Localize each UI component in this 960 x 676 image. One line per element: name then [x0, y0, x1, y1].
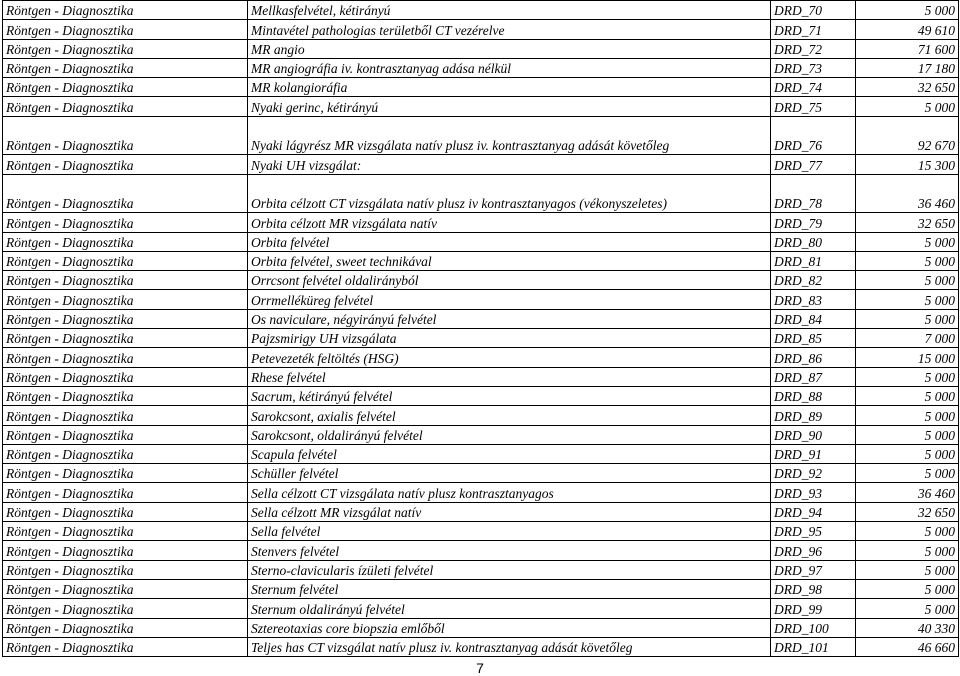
table-row [3, 618, 959, 637]
table-row [3, 58, 959, 77]
price-cell: 5 000 [856, 464, 959, 483]
price-cell: 5 000 [856, 97, 959, 116]
code-cell: DRD_100 [771, 618, 856, 637]
code-cell: DRD_93 [771, 483, 856, 502]
table-row [3, 329, 959, 348]
category-cell: Röntgen - Diagnosztika [3, 174, 248, 213]
price-cell: 17 180 [856, 58, 959, 77]
code-cell: DRD_80 [771, 232, 856, 251]
code-cell: DRD_74 [771, 78, 856, 97]
category-cell: Röntgen - Diagnosztika [3, 1, 248, 20]
table-row [3, 116, 959, 155]
code-cell: DRD_72 [771, 39, 856, 58]
price-cell: 5 000 [856, 406, 959, 425]
procedure-cell: Sternum oldalirányú felvétel [248, 599, 771, 618]
price-cell: 5 000 [856, 386, 959, 405]
category-cell: Röntgen - Diagnosztika [3, 618, 248, 637]
table-row [3, 425, 959, 444]
price-cell: 40 330 [856, 618, 959, 637]
code-cell: DRD_91 [771, 444, 856, 463]
table-row [3, 97, 959, 116]
table-row [3, 20, 959, 39]
price-cell: 5 000 [856, 444, 959, 463]
code-cell: DRD_79 [771, 213, 856, 232]
category-cell: Röntgen - Diagnosztika [3, 271, 248, 290]
table-row [3, 1, 959, 20]
category-cell: Röntgen - Diagnosztika [3, 406, 248, 425]
procedure-cell: Nyaki gerinc, kétirányú [248, 97, 771, 116]
category-cell: Röntgen - Diagnosztika [3, 116, 248, 155]
procedure-cell: Orrmelléküreg felvétel [248, 290, 771, 309]
price-cell: 7 000 [856, 329, 959, 348]
procedure-cell: MR angiográfia iv. kontrasztanyag adása nélkül [248, 58, 771, 77]
procedure-cell: Sella célzott CT vizsgálata natív plusz kontrasztanyagos [248, 483, 771, 502]
table-row [3, 78, 959, 97]
procedure-cell: Orbita célzott MR vizsgálata natív [248, 213, 771, 232]
code-cell: DRD_70 [771, 1, 856, 20]
category-cell: Röntgen - Diagnosztika [3, 464, 248, 483]
price-cell: 5 000 [856, 367, 959, 386]
table-row [3, 406, 959, 425]
code-cell: DRD_98 [771, 579, 856, 598]
procedure-cell: Nyaki lágyrész MR vizsgálata natív plusz iv. kontrasztanyag adását követőleg [248, 116, 771, 155]
procedure-cell: Scapula felvétel [248, 444, 771, 463]
procedure-cell: MR angio [248, 39, 771, 58]
category-cell: Röntgen - Diagnosztika [3, 58, 248, 77]
price-cell: 36 460 [856, 483, 959, 502]
table-row [3, 599, 959, 618]
procedure-cell: Schüller felvétel [248, 464, 771, 483]
price-cell: 5 000 [856, 425, 959, 444]
category-cell: Röntgen - Diagnosztika [3, 425, 248, 444]
price-cell: 5 000 [856, 251, 959, 270]
price-cell: 5 000 [856, 309, 959, 328]
code-cell: DRD_81 [771, 251, 856, 270]
code-cell: DRD_88 [771, 386, 856, 405]
category-cell: Röntgen - Diagnosztika [3, 579, 248, 598]
procedure-cell: Sella felvétel [248, 522, 771, 541]
procedure-cell: Teljes has CT vizsgálat natív plusz iv. kontrasztanyag adását követőleg [248, 637, 771, 656]
table-row [3, 39, 959, 58]
price-cell: 5 000 [856, 522, 959, 541]
code-cell: DRD_97 [771, 560, 856, 579]
page-number: 7 [476, 660, 484, 676]
code-cell: DRD_75 [771, 97, 856, 116]
table-row [3, 637, 959, 656]
table-row [3, 560, 959, 579]
table-row [3, 444, 959, 463]
category-cell: Röntgen - Diagnosztika [3, 290, 248, 309]
code-cell: DRD_101 [771, 637, 856, 656]
procedure-cell: Sarokcsont, axialis felvétel [248, 406, 771, 425]
price-cell: 5 000 [856, 271, 959, 290]
code-cell: DRD_96 [771, 541, 856, 560]
category-cell: Röntgen - Diagnosztika [3, 367, 248, 386]
table-row [3, 309, 959, 328]
price-cell: 46 660 [856, 637, 959, 656]
price-cell: 5 000 [856, 232, 959, 251]
code-cell: DRD_95 [771, 522, 856, 541]
code-cell: DRD_90 [771, 425, 856, 444]
procedure-cell: Pajzsmirigy UH vizsgálata [248, 329, 771, 348]
category-cell: Röntgen - Diagnosztika [3, 251, 248, 270]
code-cell: DRD_84 [771, 309, 856, 328]
procedure-cell: Orbita felvétel, sweet technikával [248, 251, 771, 270]
code-cell: DRD_76 [771, 116, 856, 155]
table-row [3, 271, 959, 290]
code-cell: DRD_77 [771, 155, 856, 174]
table-row [3, 155, 959, 174]
category-cell: Röntgen - Diagnosztika [3, 232, 248, 251]
table-row [3, 290, 959, 309]
price-cell: 5 000 [856, 1, 959, 20]
category-cell: Röntgen - Diagnosztika [3, 522, 248, 541]
procedure-cell: Orbita felvétel [248, 232, 771, 251]
category-cell: Röntgen - Diagnosztika [3, 444, 248, 463]
code-cell: DRD_87 [771, 367, 856, 386]
price-cell: 49 610 [856, 20, 959, 39]
procedure-cell: Sternum felvétel [248, 579, 771, 598]
category-cell: Röntgen - Diagnosztika [3, 155, 248, 174]
table-row [3, 541, 959, 560]
category-cell: Röntgen - Diagnosztika [3, 78, 248, 97]
code-cell: DRD_83 [771, 290, 856, 309]
table-row [3, 522, 959, 541]
code-cell: DRD_82 [771, 271, 856, 290]
table-row [3, 232, 959, 251]
code-cell: DRD_71 [771, 20, 856, 39]
category-cell: Röntgen - Diagnosztika [3, 39, 248, 58]
table-row [3, 579, 959, 598]
procedure-cell: Orbita célzott CT vizsgálata natív plusz iv kontrasztanyagos (vékonyszeletes) [248, 174, 771, 213]
procedure-cell: Nyaki UH vizsgálat: [248, 155, 771, 174]
table-row [3, 483, 959, 502]
procedure-cell: Sella célzott MR vizsgálat natív [248, 502, 771, 521]
table-row [3, 348, 959, 367]
price-cell: 5 000 [856, 290, 959, 309]
code-cell: DRD_73 [771, 58, 856, 77]
code-cell: DRD_78 [771, 174, 856, 213]
procedure-cell: Rhese felvétel [248, 367, 771, 386]
price-cell: 36 460 [856, 174, 959, 213]
category-cell: Röntgen - Diagnosztika [3, 483, 248, 502]
procedure-cell: Sztereotaxias core biopszia emlőből [248, 618, 771, 637]
price-cell: 32 650 [856, 502, 959, 521]
category-cell: Röntgen - Diagnosztika [3, 329, 248, 348]
price-list-body [3, 1, 959, 657]
price-cell: 5 000 [856, 541, 959, 560]
code-cell: DRD_85 [771, 329, 856, 348]
price-cell: 92 670 [856, 116, 959, 155]
category-cell: Röntgen - Diagnosztika [3, 309, 248, 328]
table-row [3, 502, 959, 521]
category-cell: Röntgen - Diagnosztika [3, 386, 248, 405]
price-cell: 5 000 [856, 579, 959, 598]
table-row [3, 213, 959, 232]
category-cell: Röntgen - Diagnosztika [3, 20, 248, 39]
procedure-cell: Petevezeték feltöltés (HSG) [248, 348, 771, 367]
table-row [3, 251, 959, 270]
procedure-cell: Stenvers felvétel [248, 541, 771, 560]
category-cell: Röntgen - Diagnosztika [3, 541, 248, 560]
procedure-cell: MR kolangioráfia [248, 78, 771, 97]
procedure-cell: Os naviculare, négyirányú felvétel [248, 309, 771, 328]
procedure-cell: Sarokcsont, oldalirányú felvétel [248, 425, 771, 444]
price-cell: 15 000 [856, 348, 959, 367]
procedure-cell: Sterno-clavicularis ízületi felvétel [248, 560, 771, 579]
price-cell: 71 600 [856, 39, 959, 58]
price-cell: 5 000 [856, 560, 959, 579]
category-cell: Röntgen - Diagnosztika [3, 599, 248, 618]
category-cell: Röntgen - Diagnosztika [3, 97, 248, 116]
category-cell: Röntgen - Diagnosztika [3, 348, 248, 367]
category-cell: Röntgen - Diagnosztika [3, 502, 248, 521]
category-cell: Röntgen - Diagnosztika [3, 637, 248, 656]
price-cell: 32 650 [856, 78, 959, 97]
category-cell: Röntgen - Diagnosztika [3, 213, 248, 232]
code-cell: DRD_89 [771, 406, 856, 425]
price-cell: 32 650 [856, 213, 959, 232]
code-cell: DRD_99 [771, 599, 856, 618]
price-cell: 5 000 [856, 599, 959, 618]
table-row [3, 464, 959, 483]
price-list-table [2, 0, 959, 657]
procedure-cell: Mellkasfelvétel, kétirányú [248, 1, 771, 20]
procedure-cell: Sacrum, kétirányú felvétel [248, 386, 771, 405]
category-cell: Röntgen - Diagnosztika [3, 560, 248, 579]
procedure-cell: Mintavétel pathologias területből CT vezérelve [248, 20, 771, 39]
table-row [3, 386, 959, 405]
code-cell: DRD_92 [771, 464, 856, 483]
procedure-cell: Orrcsont felvétel oldalirányból [248, 271, 771, 290]
price-cell: 15 300 [856, 155, 959, 174]
code-cell: DRD_86 [771, 348, 856, 367]
table-row [3, 174, 959, 213]
code-cell: DRD_94 [771, 502, 856, 521]
table-row [3, 367, 959, 386]
